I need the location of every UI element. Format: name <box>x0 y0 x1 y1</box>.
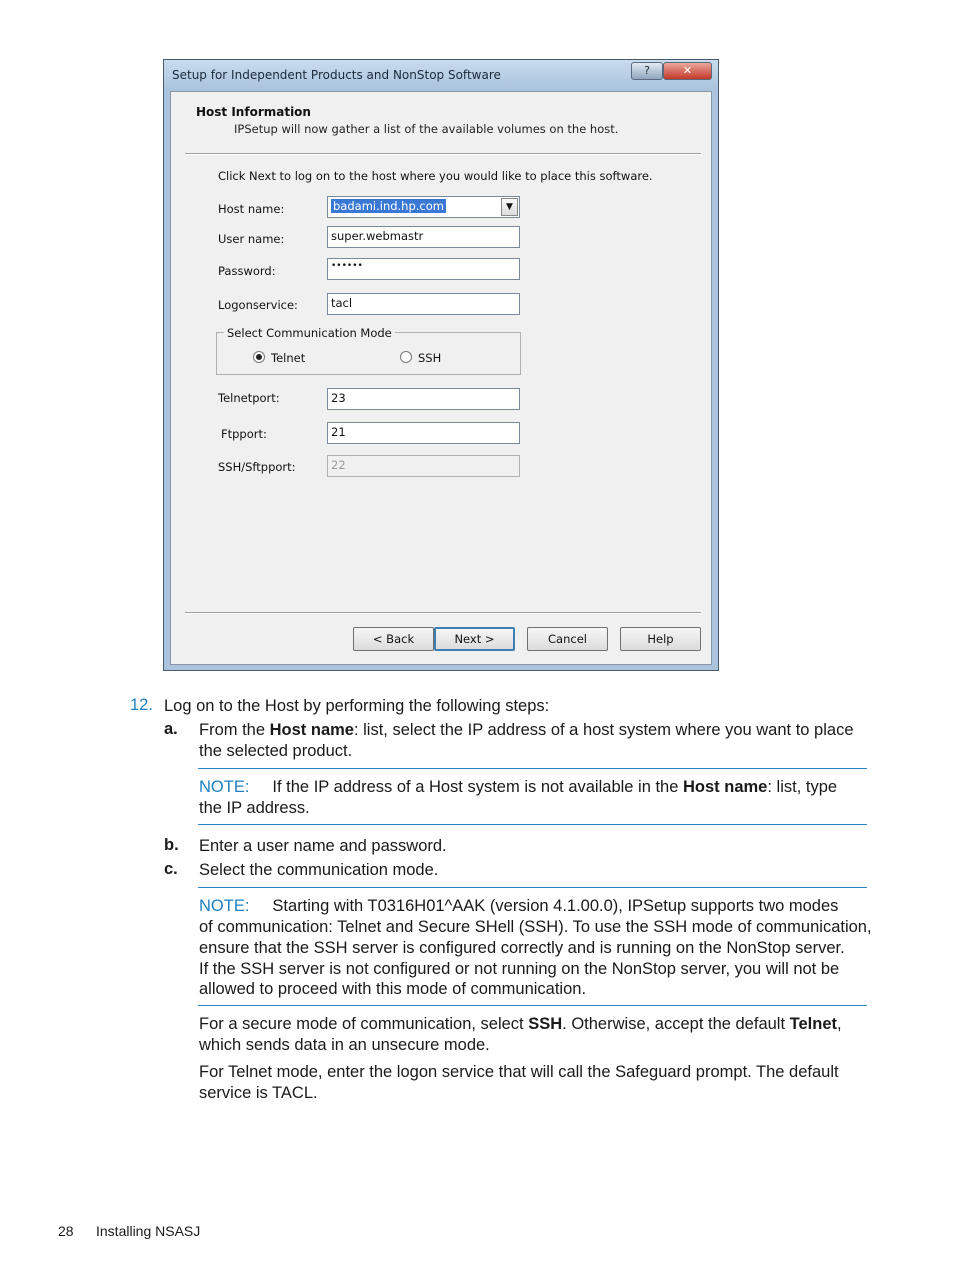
para1-bold-ssh: SSH <box>528 1015 563 1033</box>
help-title-button[interactable]: ? <box>631 62 663 80</box>
next-button[interactable]: Next > <box>434 627 515 651</box>
note2-line4: If the SSH server is not configured or not running on the NonStop server, you will not be <box>199 960 840 978</box>
note2-line2: of communication: Telnet and Secure SHell (SSH). To use the SSH mode of communication, <box>199 918 872 936</box>
back-button[interactable]: < Back <box>353 627 434 651</box>
ftpport-label: Ftpport: <box>221 427 267 441</box>
setup-dialog-screenshot <box>163 59 719 671</box>
radio-unselected-icon <box>400 351 412 363</box>
telnet-radio-label: Telnet <box>271 351 306 365</box>
substep-a-text-cont: : list, select the IP address of a host system where you want to place <box>353 721 854 739</box>
user-name-label: User name: <box>218 232 285 246</box>
note2-label: NOTE: <box>199 897 250 915</box>
note2-top-rule <box>198 887 867 888</box>
substep-b-text: Enter a user name and password. <box>199 837 447 855</box>
note1-bold: Host name <box>683 778 768 796</box>
password-label: Password: <box>218 264 276 278</box>
comm-mode-legend: Select Communication Mode <box>224 326 395 340</box>
sftpport-label: SSH/Sftpport: <box>218 460 296 474</box>
close-icon[interactable]: ✕ <box>663 62 712 80</box>
chevron-down-icon[interactable]: ▼ <box>501 198 518 216</box>
substep-b-letter: b. <box>164 836 179 854</box>
dialog-intro-text: Click Next to log on to the host where you would like to place this software. <box>218 169 653 183</box>
substep-a-letter: a. <box>164 720 178 738</box>
para1-bold-telnet: Telnet <box>789 1015 838 1033</box>
substep-a-text: From the <box>199 721 270 739</box>
logonservice-field[interactable]: tacl <box>327 293 520 315</box>
cancel-button[interactable]: Cancel <box>527 627 608 651</box>
telnetport-field[interactable]: 23 <box>327 388 520 410</box>
host-name-value: badami.ind.hp.com <box>333 199 444 213</box>
radio-selected-icon <box>253 351 265 363</box>
telnetport-label: Telnetport: <box>218 391 280 405</box>
note2-line3: ensure that the SSH server is configured correctly and is running on the NonStop server. <box>199 939 845 957</box>
note2-bottom-rule <box>198 1005 867 1006</box>
dialog-title: Setup for Independent Products and NonStop Software <box>172 68 501 82</box>
help-button[interactable]: Help <box>620 627 701 651</box>
note1-top-rule <box>198 768 867 769</box>
note1-text-cont: : list, type <box>767 778 838 796</box>
dialog-titlebar <box>164 60 718 90</box>
step-text: Log on to the Host by performing the following steps: <box>164 697 550 715</box>
substep-c-text: Select the communication mode. <box>199 861 439 879</box>
host-name-label: Host name: <box>218 202 285 216</box>
ftpport-field[interactable]: 21 <box>327 422 520 444</box>
telnet-radio[interactable] <box>253 351 305 365</box>
note2-line5: allowed to proceed with this mode of communication. <box>199 980 587 998</box>
para1-text-end: , <box>837 1015 842 1033</box>
substep-a-line2: the selected product. <box>199 742 353 760</box>
note2-line1 <box>199 896 838 917</box>
header-divider <box>185 153 701 155</box>
para2-line2: service is TACL. <box>199 1084 318 1102</box>
note1-line2: the IP address. <box>199 799 310 817</box>
password-field[interactable]: •••••• <box>327 258 520 280</box>
note1-line1 <box>199 777 837 798</box>
footer-section: Installing NSASJ <box>96 1223 201 1239</box>
host-name-combobox[interactable] <box>327 196 520 218</box>
substep-c-letter: c. <box>164 860 178 878</box>
footer-divider <box>185 612 701 614</box>
para2-line1: For Telnet mode, enter the logon service that will call the Safeguard prompt. The default <box>199 1063 839 1081</box>
note2-text: Starting with T0316H01^AAK (version 4.1.00.0), IPSetup supports two modes <box>272 897 839 915</box>
note1-bottom-rule <box>198 824 867 825</box>
para1-line1 <box>199 1014 842 1035</box>
step-number: 12. <box>130 696 153 714</box>
dialog-header-subtitle: IPSetup will now gather a list of the available volumes on the host. <box>234 122 619 136</box>
page-number: 28 <box>58 1223 74 1239</box>
user-name-field[interactable]: super.webmastr <box>327 226 520 248</box>
para1-text: For a secure mode of communication, select <box>199 1015 529 1033</box>
dialog-client-area <box>170 91 712 665</box>
ssh-radio-label: SSH <box>418 351 442 365</box>
note1-label: NOTE: <box>199 778 250 796</box>
note1-text: If the IP address of a Host system is not available in the <box>272 778 683 796</box>
para1-text-cont: . Otherwise, accept the default <box>562 1015 790 1033</box>
logonservice-label: Logonservice: <box>218 298 298 312</box>
substep-a-bold: Host name <box>269 721 354 739</box>
substep-a-line1 <box>199 720 854 741</box>
para1-line2: which sends data in an unsecure mode. <box>199 1036 490 1054</box>
ssh-radio[interactable] <box>400 351 441 365</box>
dialog-header-title: Host Information <box>196 105 311 119</box>
sftpport-field: 22 <box>327 455 520 477</box>
